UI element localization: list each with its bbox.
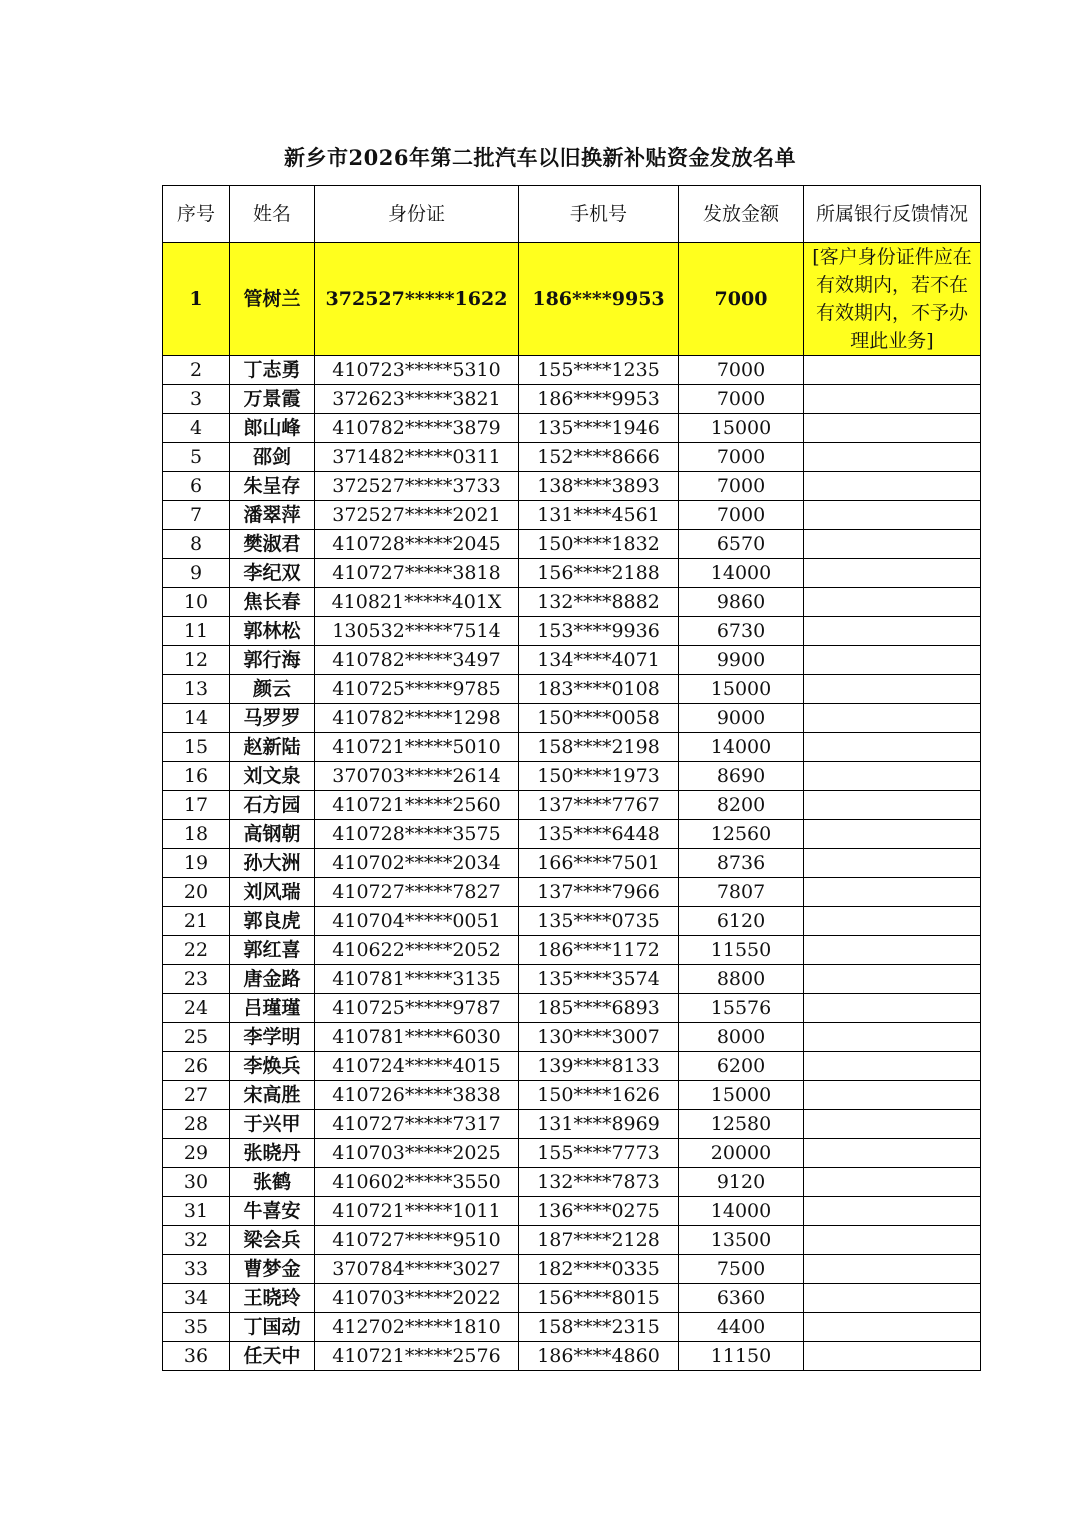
cell-bank-feedback	[804, 1284, 981, 1313]
cell-no: 4	[163, 414, 230, 443]
cell-id-number: 410727*****9510	[315, 1226, 519, 1255]
cell-name: 牛喜安	[230, 1197, 315, 1226]
cell-name: 潘翠萍	[230, 501, 315, 530]
cell-bank-feedback	[804, 472, 981, 501]
cell-phone: 137****7767	[519, 791, 679, 820]
cell-id-number: 410727*****3818	[315, 559, 519, 588]
cell-name: 丁国动	[230, 1313, 315, 1342]
cell-id-number: 410725*****9787	[315, 994, 519, 1023]
cell-phone: 150****1626	[519, 1081, 679, 1110]
table-row	[163, 1313, 981, 1342]
cell-amount: 15000	[679, 414, 804, 443]
header-bank-feedback	[804, 186, 981, 243]
cell-phone: 185****6893	[519, 994, 679, 1023]
cell-phone: 138****3893	[519, 472, 679, 501]
cell-id-number: 410721*****1011	[315, 1197, 519, 1226]
cell-amount: 8690	[679, 762, 804, 791]
cell-amount: 11550	[679, 936, 804, 965]
cell-id-number: 410782*****3497	[315, 646, 519, 675]
table-row	[163, 1139, 981, 1168]
cell-amount: 15000	[679, 675, 804, 704]
cell-amount: 6360	[679, 1284, 804, 1313]
cell-phone: 136****0275	[519, 1197, 679, 1226]
cell-bank-feedback	[804, 1023, 981, 1052]
cell-name: 唐金路	[230, 965, 315, 994]
cell-no: 31	[163, 1197, 230, 1226]
cell-phone: 186****9953	[519, 385, 679, 414]
table-row	[163, 617, 981, 646]
cell-bank-feedback	[804, 501, 981, 530]
cell-amount: 14000	[679, 733, 804, 762]
cell-no: 19	[163, 849, 230, 878]
cell-name: 张晓丹	[230, 1139, 315, 1168]
cell-amount: 11150	[679, 1342, 804, 1371]
cell-phone: 150****1973	[519, 762, 679, 791]
cell-amount: 6570	[679, 530, 804, 559]
cell-name: 于兴甲	[230, 1110, 315, 1139]
cell-id-number: 410703*****2025	[315, 1139, 519, 1168]
cell-phone: 150****0058	[519, 704, 679, 733]
cell-phone: 132****8882	[519, 588, 679, 617]
cell-name: 朱呈存	[230, 472, 315, 501]
table-row	[163, 820, 981, 849]
table-row	[163, 1052, 981, 1081]
cell-amount: 14000	[679, 559, 804, 588]
cell-amount: 4400	[679, 1313, 804, 1342]
cell-amount: 6200	[679, 1052, 804, 1081]
cell-id-number: 410821*****401X	[315, 588, 519, 617]
cell-phone: 150****1832	[519, 530, 679, 559]
cell-phone: 186****1172	[519, 936, 679, 965]
table-row	[163, 1342, 981, 1371]
table-row	[163, 1226, 981, 1255]
cell-no: 34	[163, 1284, 230, 1313]
cell-no: 1	[163, 243, 230, 356]
cell-id-number: 410727*****7317	[315, 1110, 519, 1139]
cell-name: 邵剑	[230, 443, 315, 472]
table-row	[163, 907, 981, 936]
cell-amount: 9860	[679, 588, 804, 617]
cell-no: 33	[163, 1255, 230, 1284]
cell-id-number: 410782*****3879	[315, 414, 519, 443]
cell-id-number: 371482*****0311	[315, 443, 519, 472]
cell-bank-feedback	[804, 356, 981, 385]
cell-no: 23	[163, 965, 230, 994]
cell-no: 21	[163, 907, 230, 936]
cell-bank-feedback	[804, 1197, 981, 1226]
cell-amount: 7000	[679, 443, 804, 472]
cell-name: 孙大洲	[230, 849, 315, 878]
cell-name: 郭良虎	[230, 907, 315, 936]
cell-amount: 7000	[679, 243, 804, 356]
cell-name: 李焕兵	[230, 1052, 315, 1081]
cell-amount: 9900	[679, 646, 804, 675]
cell-bank-feedback	[804, 414, 981, 443]
bank-feedback-note: [客户身份证件应在有效期内，若不在有效期内，不予办理此业务]	[812, 246, 972, 352]
cell-bank-feedback	[804, 443, 981, 472]
cell-phone: 137****7966	[519, 878, 679, 907]
table-row	[163, 1197, 981, 1226]
cell-no: 17	[163, 791, 230, 820]
subsidy-table	[162, 185, 981, 1371]
table-row	[163, 878, 981, 907]
cell-id-number: 410781*****6030	[315, 1023, 519, 1052]
cell-phone: 183****0108	[519, 675, 679, 704]
cell-bank-feedback	[804, 878, 981, 907]
cell-phone: 156****8015	[519, 1284, 679, 1313]
cell-bank-feedback	[804, 907, 981, 936]
cell-id-number: 412702*****1810	[315, 1313, 519, 1342]
table-row	[163, 936, 981, 965]
cell-name: 李学明	[230, 1023, 315, 1052]
cell-phone: 132****7873	[519, 1168, 679, 1197]
cell-no: 9	[163, 559, 230, 588]
table-body	[163, 243, 981, 1371]
cell-bank-feedback	[804, 617, 981, 646]
table-row	[163, 559, 981, 588]
cell-amount: 7000	[679, 472, 804, 501]
cell-bank-feedback	[804, 1313, 981, 1342]
table-header-row	[163, 186, 981, 243]
cell-phone: 131****4561	[519, 501, 679, 530]
cell-id-number: 410728*****3575	[315, 820, 519, 849]
cell-amount: 15000	[679, 1081, 804, 1110]
cell-id-number: 410602*****3550	[315, 1168, 519, 1197]
cell-no: 27	[163, 1081, 230, 1110]
cell-bank-feedback	[804, 936, 981, 965]
cell-name: 任天中	[230, 1342, 315, 1371]
cell-id-number: 410781*****3135	[315, 965, 519, 994]
cell-phone: 134****4071	[519, 646, 679, 675]
cell-id-number: 410728*****2045	[315, 530, 519, 559]
cell-bank-feedback	[804, 1110, 981, 1139]
cell-no: 35	[163, 1313, 230, 1342]
cell-id-number: 410704*****0051	[315, 907, 519, 936]
cell-id-number: 372527*****3733	[315, 472, 519, 501]
cell-no: 10	[163, 588, 230, 617]
header-amount: 发放金额	[679, 186, 804, 243]
cell-bank-feedback	[804, 965, 981, 994]
cell-name: 宋高胜	[230, 1081, 315, 1110]
cell-amount: 12580	[679, 1110, 804, 1139]
cell-bank-feedback	[804, 588, 981, 617]
table-row	[163, 385, 981, 414]
cell-bank-feedback	[804, 1081, 981, 1110]
cell-name: 赵新陆	[230, 733, 315, 762]
cell-no: 11	[163, 617, 230, 646]
cell-no: 26	[163, 1052, 230, 1081]
table-row	[163, 530, 981, 559]
cell-bank-feedback	[804, 243, 981, 356]
cell-amount: 8736	[679, 849, 804, 878]
cell-no: 30	[163, 1168, 230, 1197]
cell-phone: 158****2198	[519, 733, 679, 762]
cell-amount: 7807	[679, 878, 804, 907]
cell-name: 马罗罗	[230, 704, 315, 733]
cell-bank-feedback	[804, 762, 981, 791]
table-row	[163, 849, 981, 878]
table-row	[163, 733, 981, 762]
cell-no: 12	[163, 646, 230, 675]
cell-name: 郭红喜	[230, 936, 315, 965]
cell-bank-feedback	[804, 675, 981, 704]
cell-no: 6	[163, 472, 230, 501]
cell-id-number: 372527*****1622	[315, 243, 519, 356]
cell-name: 高钢朝	[230, 820, 315, 849]
header-name: 姓名	[230, 186, 315, 243]
cell-bank-feedback	[804, 849, 981, 878]
cell-bank-feedback	[804, 1168, 981, 1197]
cell-amount: 7000	[679, 385, 804, 414]
table-row	[163, 646, 981, 675]
cell-bank-feedback	[804, 1139, 981, 1168]
cell-name: 樊淑君	[230, 530, 315, 559]
cell-name: 管树兰	[230, 243, 315, 356]
cell-phone: 131****8969	[519, 1110, 679, 1139]
header-phone: 手机号	[519, 186, 679, 243]
table-row	[163, 704, 981, 733]
table-row	[163, 994, 981, 1023]
cell-name: 颜云	[230, 675, 315, 704]
cell-phone: 186****9953	[519, 243, 679, 356]
cell-amount: 7500	[679, 1255, 804, 1284]
cell-name: 刘文泉	[230, 762, 315, 791]
cell-no: 29	[163, 1139, 230, 1168]
cell-phone: 139****8133	[519, 1052, 679, 1081]
page-title: 新乡市2026年第二批汽车以旧换新补贴资金发放名单	[284, 145, 796, 170]
cell-name: 张鹤	[230, 1168, 315, 1197]
cell-name: 郎山峰	[230, 414, 315, 443]
cell-amount: 9120	[679, 1168, 804, 1197]
cell-name: 郭林松	[230, 617, 315, 646]
cell-amount: 13500	[679, 1226, 804, 1255]
cell-bank-feedback	[804, 1226, 981, 1255]
cell-id-number: 410702*****2034	[315, 849, 519, 878]
cell-name: 郭行海	[230, 646, 315, 675]
table-row	[163, 675, 981, 704]
cell-phone: 152****8666	[519, 443, 679, 472]
cell-no: 14	[163, 704, 230, 733]
cell-name: 石方园	[230, 791, 315, 820]
table-row	[163, 501, 981, 530]
table-row	[163, 356, 981, 385]
table-row	[163, 965, 981, 994]
cell-phone: 135****1946	[519, 414, 679, 443]
cell-id-number: 372527*****2021	[315, 501, 519, 530]
cell-amount: 12560	[679, 820, 804, 849]
cell-phone: 182****0335	[519, 1255, 679, 1284]
cell-name: 刘风瑞	[230, 878, 315, 907]
cell-phone: 135****0735	[519, 907, 679, 936]
cell-amount: 15576	[679, 994, 804, 1023]
cell-no: 22	[163, 936, 230, 965]
cell-no: 24	[163, 994, 230, 1023]
cell-bank-feedback	[804, 791, 981, 820]
cell-bank-feedback	[804, 646, 981, 675]
cell-bank-feedback	[804, 385, 981, 414]
cell-no: 28	[163, 1110, 230, 1139]
cell-phone: 186****4860	[519, 1342, 679, 1371]
header-id: 身份证	[315, 186, 519, 243]
cell-id-number: 370784*****3027	[315, 1255, 519, 1284]
cell-name: 王晓玲	[230, 1284, 315, 1313]
cell-no: 25	[163, 1023, 230, 1052]
table-row	[163, 1023, 981, 1052]
cell-id-number: 410727*****7827	[315, 878, 519, 907]
cell-id-number: 410703*****2022	[315, 1284, 519, 1313]
table-row	[163, 443, 981, 472]
cell-amount: 7000	[679, 356, 804, 385]
table-row	[163, 414, 981, 443]
cell-amount: 14000	[679, 1197, 804, 1226]
table-row	[163, 1255, 981, 1284]
cell-bank-feedback	[804, 704, 981, 733]
cell-id-number: 410721*****2560	[315, 791, 519, 820]
cell-no: 16	[163, 762, 230, 791]
cell-phone: 130****3007	[519, 1023, 679, 1052]
cell-amount: 8800	[679, 965, 804, 994]
cell-id-number: 410721*****5010	[315, 733, 519, 762]
table-row	[163, 1081, 981, 1110]
cell-no: 5	[163, 443, 230, 472]
cell-name: 梁会兵	[230, 1226, 315, 1255]
cell-name: 吕瑾瑾	[230, 994, 315, 1023]
table-row	[163, 762, 981, 791]
cell-phone: 158****2315	[519, 1313, 679, 1342]
cell-name: 丁志勇	[230, 356, 315, 385]
cell-bank-feedback	[804, 1255, 981, 1284]
cell-id-number: 410723*****5310	[315, 356, 519, 385]
cell-id-number: 410622*****2052	[315, 936, 519, 965]
cell-name: 万景霞	[230, 385, 315, 414]
table-row	[163, 472, 981, 501]
cell-phone: 155****7773	[519, 1139, 679, 1168]
cell-bank-feedback	[804, 530, 981, 559]
cell-bank-feedback	[804, 820, 981, 849]
cell-no: 20	[163, 878, 230, 907]
cell-bank-feedback	[804, 559, 981, 588]
cell-phone: 166****7501	[519, 849, 679, 878]
cell-amount: 9000	[679, 704, 804, 733]
header-bank-feedback-label: 所属银行反馈情况	[815, 203, 968, 225]
cell-no: 18	[163, 820, 230, 849]
cell-id-number: 410782*****1298	[315, 704, 519, 733]
cell-no: 15	[163, 733, 230, 762]
table-row	[163, 791, 981, 820]
cell-id-number: 410721*****2576	[315, 1342, 519, 1371]
cell-phone: 135****6448	[519, 820, 679, 849]
cell-amount: 8200	[679, 791, 804, 820]
cell-id-number: 410724*****4015	[315, 1052, 519, 1081]
table-row	[163, 243, 981, 356]
cell-no: 7	[163, 501, 230, 530]
cell-amount: 20000	[679, 1139, 804, 1168]
cell-id-number: 370703*****2614	[315, 762, 519, 791]
cell-name: 李纪双	[230, 559, 315, 588]
cell-bank-feedback	[804, 994, 981, 1023]
header-no: 序号	[163, 186, 230, 243]
table-row	[163, 1110, 981, 1139]
cell-bank-feedback	[804, 733, 981, 762]
cell-bank-feedback	[804, 1052, 981, 1081]
cell-phone: 153****9936	[519, 617, 679, 646]
cell-phone: 156****2188	[519, 559, 679, 588]
cell-amount: 6120	[679, 907, 804, 936]
table-row	[163, 588, 981, 617]
cell-id-number: 410726*****3838	[315, 1081, 519, 1110]
cell-no: 3	[163, 385, 230, 414]
table-row	[163, 1284, 981, 1313]
cell-amount: 6730	[679, 617, 804, 646]
table-row	[163, 1168, 981, 1197]
cell-id-number: 130532*****7514	[315, 617, 519, 646]
cell-no: 2	[163, 356, 230, 385]
cell-amount: 8000	[679, 1023, 804, 1052]
cell-bank-feedback	[804, 1342, 981, 1371]
cell-no: 32	[163, 1226, 230, 1255]
cell-phone: 187****2128	[519, 1226, 679, 1255]
cell-no: 13	[163, 675, 230, 704]
cell-name: 曹梦金	[230, 1255, 315, 1284]
cell-no: 36	[163, 1342, 230, 1371]
cell-amount: 7000	[679, 501, 804, 530]
cell-no: 8	[163, 530, 230, 559]
cell-id-number: 372623*****3821	[315, 385, 519, 414]
cell-phone: 155****1235	[519, 356, 679, 385]
cell-id-number: 410725*****9785	[315, 675, 519, 704]
cell-phone: 135****3574	[519, 965, 679, 994]
cell-name: 焦长春	[230, 588, 315, 617]
